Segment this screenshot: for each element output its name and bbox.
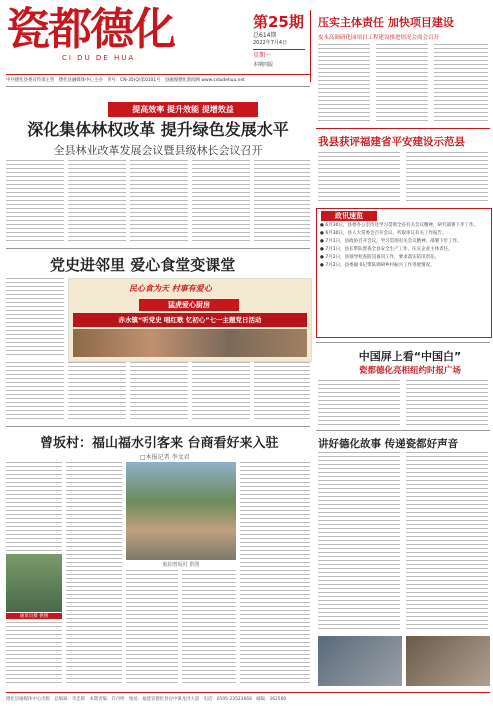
right-top-text-2 (376, 44, 428, 122)
right-top-text-3 (434, 44, 488, 122)
lead-text-col4 (192, 160, 250, 244)
lead-text-col3 (130, 160, 188, 244)
bottom-text-col1b (6, 622, 62, 686)
party-headline: 党史进邻里 爱心食堂变课堂 (50, 256, 236, 274)
right-bottom-rule (316, 430, 490, 431)
news-item: ● 7月2日，县领导检查防汛备汛工作，要求落实防汛责任。 (320, 255, 440, 260)
right-bottom-text-2 (406, 452, 488, 632)
right-mid2-rule (316, 342, 490, 343)
party-text-col5 (192, 362, 250, 422)
lead-text-col2 (68, 160, 126, 244)
right-mid2-headline: 中国屏上看“中国白” (358, 350, 462, 363)
lead-text-col5 (254, 160, 310, 244)
bottom-text-col3 (126, 570, 178, 686)
bottom-text-col4 (182, 570, 236, 686)
party-text-col6 (254, 362, 310, 422)
right-mid-rule (316, 128, 490, 129)
news-item: ● 7月1日，县政协召开会议，学习贯彻有关会议精神，部署下步工作。 (320, 239, 462, 244)
news-item: ● 7月2日，县委副书记带队调研乡村振兴工作进展情况。 (320, 263, 435, 268)
news-item: ● 7月1日，县长带队督查全县安全生产工作，压实企业主体责任。 (320, 247, 453, 252)
bottom-byline: □本报记者 李文君 (140, 454, 190, 461)
party-photo-caption-top: 民心食为天 村事有爱心 (129, 284, 212, 293)
party-text-col1 (6, 278, 64, 358)
total-issue: 总614期 (253, 32, 277, 39)
bottom-main-photo (126, 462, 236, 560)
news-item: ● 6月30日，县人大常委会召开会议，听取审议有关工作报告。 (320, 231, 447, 236)
issue-box (253, 14, 305, 69)
party-bottom-rule (6, 426, 310, 427)
publisher-line: 中共德化县委宣传部主管 德化县融媒体中心主办 刊号：CN-35(Q)第0101号 县融媒德化新闻网 www.cidudehua.net (6, 78, 245, 83)
bottom-text-col1 (6, 462, 62, 552)
footer-rule (6, 692, 490, 693)
news-briefs-box (316, 208, 492, 338)
bottom-photo-small (6, 554, 62, 612)
bottom-photo-caption: 通讯员摄 供图 (6, 613, 62, 619)
lead-bottom-rule (6, 248, 310, 249)
masthead-divider (310, 10, 311, 82)
lead-headline: 深化集体林权改革 提升绿色发展水平 (27, 120, 289, 139)
issue-number: 第25期 (253, 13, 304, 31)
right-mid2-subline: 瓷都德化亮相纽约时报广场 (358, 366, 461, 376)
lead-text-col1 (6, 160, 64, 244)
issue-pages: 本期四版 (253, 62, 274, 68)
masthead-title: 瓷都德化 (6, 4, 174, 55)
party-text-col4 (130, 362, 188, 422)
right-top-subline: 皮永高调研化园项目工程建设推进情况会商会召开 (318, 35, 440, 41)
right-mid2-text-2 (406, 380, 488, 428)
party-text-col3 (68, 362, 126, 422)
right-bottom-text-1 (318, 452, 400, 632)
news-briefs-title: 政讯速览 (321, 211, 377, 221)
news-item: ● 6月30日，县委办公室传达学习贯彻全省有关会议精神，研究部署下步工作。 (320, 223, 478, 228)
issue-weekday: 星期一 (253, 52, 272, 59)
bottom-text-col5 (240, 462, 310, 686)
bottom-text-col2 (66, 462, 122, 686)
footer-text: 德化县融媒体中心出版 总编辑：李忠辉 本期责编：许丹婷 地址：福建省德化县浔中镇龙浔大道 电话：0595-23523668 邮编：362500 (6, 697, 287, 702)
bottom-headline: 曾坂村：福山福水引客来 台商看好来入驻 (40, 436, 279, 451)
lead-subhead: 全县林业改革发展会议暨县级林长会议召开 (53, 144, 263, 157)
party-photo (68, 278, 312, 362)
right-top-text-1 (318, 44, 370, 122)
right-bottom-photo-2 (406, 636, 490, 686)
right-mid-headline: 我县获评福建省平安建设示范县 (318, 136, 465, 148)
party-photo-banner: 猛虎爱心厨房 (139, 299, 239, 311)
masthead-rule (6, 74, 310, 75)
right-mid-text-2 (406, 152, 488, 204)
issue-date: 2022年7月4日 (253, 40, 288, 46)
lead-banner: 提高效率 提升效能 提增效益 (108, 102, 258, 117)
masthead-rule-2 (6, 86, 310, 87)
party-photo-line: 赤水镇“听党史 唱红歌 忆初心”七一主题党日活动 (73, 313, 307, 327)
bottom-main-photo-caption: 航拍曾坂村 供图 (162, 562, 200, 568)
party-photo-people (73, 329, 307, 357)
party-text-col2 (6, 362, 64, 422)
right-mid2-text-1 (318, 380, 400, 428)
masthead-pinyin: CI DU DE HUA (62, 54, 136, 62)
right-mid-text-1 (318, 152, 400, 204)
right-top-headline: 压实主体责任 加快项目建设 (318, 16, 454, 29)
right-bottom-photo-1 (318, 636, 402, 686)
right-bottom-headline: 讲好德化故事 传递瓷都好声音 (318, 438, 459, 450)
